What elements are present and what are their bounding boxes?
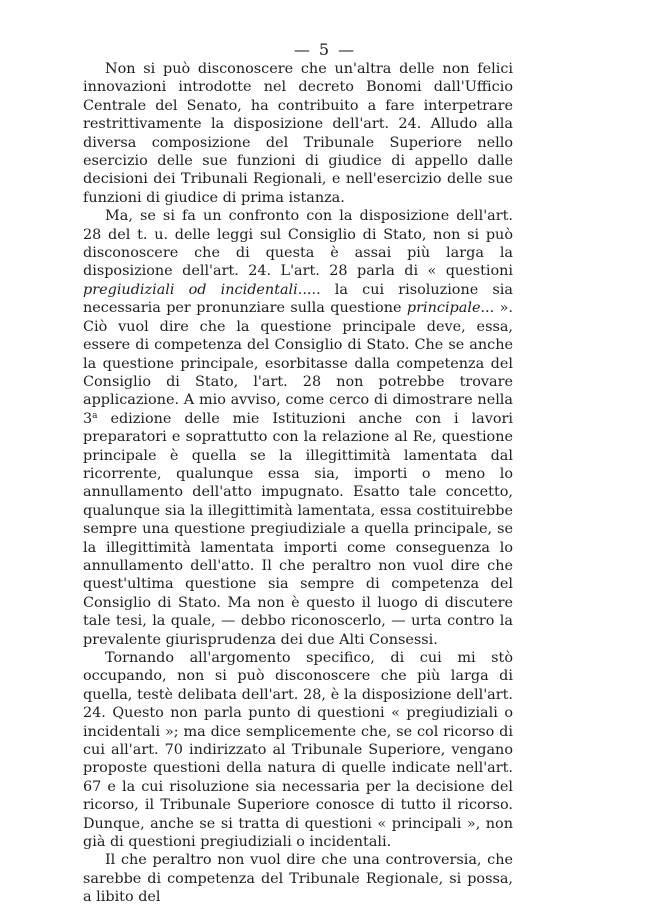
italic-text: principale xyxy=(406,300,481,317)
body-text xyxy=(83,60,513,907)
paragraph xyxy=(83,851,513,906)
paragraph xyxy=(83,60,513,207)
page-number: — 5 — xyxy=(293,40,357,59)
text-segment: Non si può disconoscere che un'altra delle non felici innovazioni introdotte nel decreto Bonomi dall'Ufficio Centrale del Senato, ha contribuito a fare interpetrare restrittivamente la disposizione dell'art. 24. Alludo alla diversa composizione del Tribunale Superiore nello esercizio delle sue funzioni di giudice di appello dalle decisioni dei Tribunali Regionali, e nell'esercizio delle sue funzioni di giudice di prima istanza. xyxy=(83,61,513,206)
text-segment: Tornando all'argomento specifico, di cui mi stò occupando, non si può disconoscere che più larga di quella, testè delibata dell'art. 28, è la disposizione dell'art. 24. Questo non parla punto di questioni « pregiudiziali o incidentali »; ma dice semplicemente che, se col ricorso di cui all'art. 70 indirizzato al Tribunale Superiore, vengano proposte questioni della natura di quelle indicate nell'art. 67 e la cui risoluzione sia necessaria per la decisione del ricorso, il Tribunale Superiore conosce di tutto il ricorso. Dunque, anche se si tratta di questioni « principali », non già di questioni pregiudiziali o incidentali. xyxy=(83,650,513,851)
text-segment: ..... la cui risoluzione sia necessaria per pronunziare sulla questione xyxy=(83,281,513,317)
text-segment: Il che peraltro non vuol dire che una controversia, che sarebbe di competenza del Tribunale Regionale, si possa, a libito del xyxy=(83,852,513,906)
paragraph xyxy=(83,207,513,649)
paragraph xyxy=(83,649,513,851)
superscript-text: a xyxy=(92,410,98,421)
text-segment: Ma, se si fa un confronto con la disposizione dell'art. 28 del t. u. delle leggi sul Consiglio di Stato, non si può disconoscere che di questa è assai più larga la disposizione dell'art. 24. L'art. 28 parla di « questioni xyxy=(83,208,513,280)
text-segment: edizione delle mie Istituzioni anche con i lavori preparatori e soprattutto con la relazione al Re, questione principale è quella se la illegittimità lamentata dal ricorrente, qualunque essa sia, importi o meno lo annullamento dell'atto impugnato. Esatto tale concetto, qualunque sia la illegittimità lamentata, essa costituirebbe sempre una questione pregiudiziale a quella principale, se la illegittimità lamentata importi come conseguenza lo annullamento dell'atto. Il che peraltro non vuol dire che quest'ultima questione sia sempre di competenza del Consiglio di Stato. Ma non è questo il luogo di discutere tale tesi, la quale, — debbo riconoscerlo, — urta contro la prevalente giurisprudenza dei due Alti Consessi. xyxy=(83,410,513,648)
italic-text: pregiudiziali od incidentali xyxy=(83,281,298,298)
text-segment: ... ». Ciò vuol dire che la questione principale deve, essa, essere di competenza del Consiglio di Stato. Che se anche la questione principale, esorbitasse dalla competenza del Consiglio di Stato, l'art. 28 non potrebbe trovare applicazione. A mio avviso, come cerco di dimostrare nella 3 xyxy=(83,300,514,427)
